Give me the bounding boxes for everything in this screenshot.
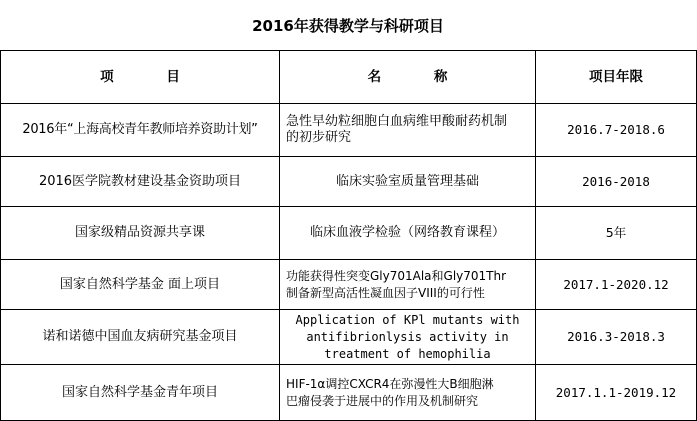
- name-cell: [280, 260, 536, 310]
- table-row: [1, 310, 697, 365]
- name-line: HIF-1α调控CXCR4在弥漫性大B细胞淋: [286, 376, 494, 391]
- table-row: [1, 365, 697, 421]
- header-period: 项目年限: [536, 51, 697, 104]
- name-line: 急性早幼粒细胞白血病维甲酸耐药机制: [286, 114, 508, 129]
- name-line: treatment of hemophilia: [324, 346, 491, 361]
- project-cell: 国家自然科学基金 面上项目: [1, 260, 280, 310]
- table-row: [1, 157, 697, 207]
- name-cell: [280, 157, 536, 207]
- table-row: [1, 260, 697, 310]
- project-cell: 国家自然科学基金青年项目: [1, 365, 280, 421]
- projects-table: [0, 50, 697, 421]
- period-cell: 2017.1-2020.12: [536, 260, 697, 310]
- name-line: Application of KPl mutants with: [295, 312, 520, 327]
- name-line: 临床血液学检验（网络教育课程）: [309, 225, 505, 240]
- name-cell: [280, 365, 536, 421]
- project-cell: 2016年“上海高校青年教师培养资助计划”: [1, 104, 280, 157]
- name-line: 功能获得性突变Gly701Ala和Gly701Thr: [286, 268, 507, 283]
- name-line: 制备新型高活性凝血因子VIII的可行性: [286, 285, 485, 300]
- project-cell: 诺和诺德中国血友病研究基金项目: [1, 310, 280, 365]
- period-cell: 2017.1.1-2019.12: [536, 365, 697, 421]
- table-row: [1, 207, 697, 260]
- period-cell: 5年: [536, 207, 697, 260]
- name-line: 的初步研究: [286, 130, 352, 145]
- period-cell: 2016.7-2018.6: [536, 104, 697, 157]
- name-cell: [280, 310, 536, 365]
- table-row: [1, 104, 697, 157]
- document-title: 2016年获得教学与科研项目: [252, 16, 444, 35]
- header-name: 名 称: [280, 51, 536, 104]
- name-line: 临床实验室质量管理基础: [335, 173, 479, 189]
- project-cell: 国家级精品资源共享课: [1, 207, 280, 260]
- project-cell: 2016医学院教材建设基金资助项目: [1, 157, 280, 207]
- name-line: 巴瘤侵袭于进展中的作用及机制研究: [286, 393, 479, 408]
- name-cell: [280, 104, 536, 157]
- period-cell: 2016-2018: [536, 157, 697, 207]
- header-project: 项 目: [1, 51, 280, 104]
- period-cell: 2016.3-2018.3: [536, 310, 697, 365]
- name-line: antifibrionlysis activity in: [306, 329, 509, 344]
- name-cell: [280, 207, 536, 260]
- table-header-row: [1, 51, 697, 104]
